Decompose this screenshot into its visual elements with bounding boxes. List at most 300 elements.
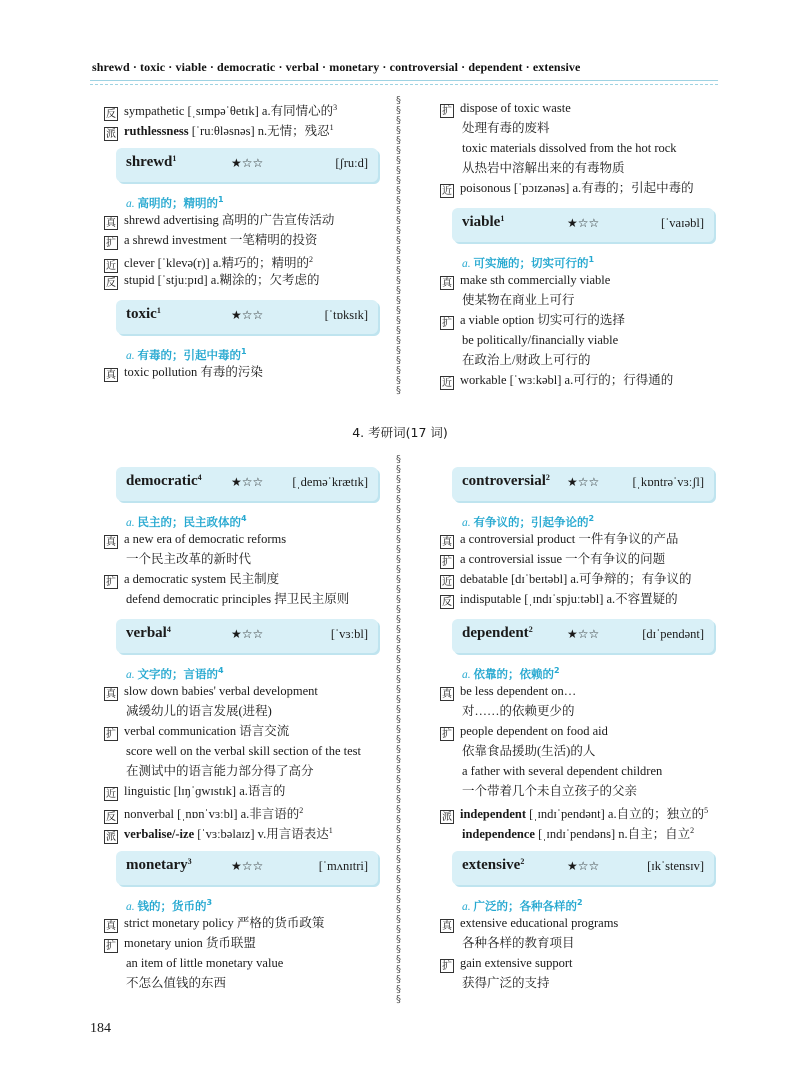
headword-text: extensive xyxy=(462,857,521,873)
headword xyxy=(126,857,192,874)
star-rating: ★☆☆ xyxy=(231,308,264,322)
entry-line xyxy=(104,701,389,721)
divider-wave: § xyxy=(396,984,401,995)
divider-wave: § xyxy=(396,974,401,985)
part-of-speech: a. xyxy=(462,669,474,681)
divider-wave: § xyxy=(396,824,401,835)
divider-wave: § xyxy=(396,205,401,216)
entry-line xyxy=(104,973,389,993)
divider-wave: § xyxy=(396,544,401,555)
headword-text: monetary xyxy=(126,857,188,873)
headword xyxy=(126,154,176,171)
divider-wave: § xyxy=(396,115,401,126)
phonetic: [ˈtɒksɪk] xyxy=(324,308,368,322)
entry-text: a father with several dependent children xyxy=(462,764,663,778)
entry-line xyxy=(440,801,725,821)
word-meaning xyxy=(104,661,389,681)
divider-wave: § xyxy=(396,844,401,855)
divider-wave: § xyxy=(396,684,401,695)
right-column-bottom xyxy=(440,457,725,993)
entry-text: poisonous [ˈpɔɪzənəs] a.有毒的；引起中毒的 xyxy=(460,181,694,195)
entry-text: a new era of democratic reforms xyxy=(124,532,287,546)
divider-wave: § xyxy=(396,235,401,246)
divider-wave: § xyxy=(396,464,401,475)
divider-wave: § xyxy=(396,125,401,136)
entry-text: clever [ˈklevə(r)] a.精巧的；精明的 xyxy=(124,256,309,270)
divider-wave: § xyxy=(396,634,401,645)
frequency-sup: 1 xyxy=(328,826,333,835)
entry-tag: 反 xyxy=(106,278,116,289)
entry-text: 使某物在商业上可行 xyxy=(462,293,575,307)
entry-text: 获得广泛的支持 xyxy=(462,976,550,990)
entry-tag: 真 xyxy=(106,370,116,381)
entry-tag: 真 xyxy=(106,689,116,700)
word-card xyxy=(116,467,378,501)
part-of-speech: a. xyxy=(126,350,138,362)
meaning-text: 高明的；精明的 xyxy=(137,196,218,210)
part-of-speech: a. xyxy=(462,901,474,913)
headword-frequency: 3 xyxy=(187,857,192,866)
derived-word: independence xyxy=(462,827,535,841)
left-column-top xyxy=(104,98,389,382)
meaning-frequency: 2 xyxy=(588,514,595,523)
divider-wave: § xyxy=(396,514,401,525)
headword-frequency: 1 xyxy=(172,154,177,163)
entry-tag: 反 xyxy=(106,109,116,120)
divider-wave: § xyxy=(396,864,401,875)
headword-frequency: 4 xyxy=(166,625,171,634)
headword xyxy=(462,214,504,231)
word-meaning xyxy=(440,509,725,529)
entry-tag: 真 xyxy=(106,537,116,548)
meaning-text: 依靠的；依赖的 xyxy=(473,667,554,681)
headword xyxy=(126,625,171,642)
entry-line xyxy=(440,138,725,158)
entry-line xyxy=(104,761,389,781)
entry-line xyxy=(440,973,725,993)
entry-line xyxy=(104,681,389,701)
divider-wave: § xyxy=(396,504,401,515)
entry-line xyxy=(104,801,389,821)
entry-tag: 扩 xyxy=(106,941,116,952)
entry-line xyxy=(440,290,725,310)
entry-text: a controversial product 一件有争议的产品 xyxy=(460,532,679,546)
right-column-top xyxy=(440,98,725,390)
divider-wave: § xyxy=(396,954,401,965)
entry-text: [ˌɪndɪˈpendənt] a.自立的；独立的 xyxy=(526,807,705,821)
entry-line xyxy=(440,350,725,370)
divider-wave: § xyxy=(396,814,401,825)
entry-line xyxy=(440,821,725,841)
frequency-sup: 5 xyxy=(704,806,709,815)
divider-wave: § xyxy=(396,484,401,495)
entry-line xyxy=(440,178,725,198)
entry-text: gain extensive support xyxy=(460,956,573,970)
entry-tag: 真 xyxy=(442,921,452,932)
word-meaning xyxy=(104,509,389,529)
divider-wave: § xyxy=(396,724,401,735)
divider-wave: § xyxy=(396,674,401,685)
entry-text: 对……的依赖更少的 xyxy=(462,704,575,718)
entry-text: 不怎么值钱的东西 xyxy=(126,976,227,990)
divider-wave: § xyxy=(396,225,401,236)
entry-text: workable [ˈwɜːkəbl] a.可行的；行得通的 xyxy=(460,373,674,387)
entry-line xyxy=(104,953,389,973)
entry-text: [ˈvɜːbəlaɪz] v.用言语表达 xyxy=(194,827,329,841)
divider-wave: § xyxy=(396,994,401,1005)
entry-line xyxy=(440,310,725,330)
meaning-frequency: 2 xyxy=(577,898,583,907)
headword-frequency: 4 xyxy=(197,473,202,482)
entry-tag: 派 xyxy=(106,129,116,140)
phonetic: [dɪˈpendənt] xyxy=(642,627,704,641)
entry-line xyxy=(440,781,725,801)
phonetic: [ˌdeməˈkrætɪk] xyxy=(292,475,368,489)
entry-line xyxy=(104,250,389,270)
headword-frequency: 2 xyxy=(520,857,525,866)
entry-line xyxy=(104,721,389,741)
entry-line xyxy=(104,98,389,118)
entry-line xyxy=(440,330,725,350)
entry-text: make sth commercially viable xyxy=(460,273,611,287)
entry-text: nonverbal [ˌnɒnˈvɜːbl] a.非言语的 xyxy=(124,807,300,821)
entry-line xyxy=(440,569,725,589)
word-card xyxy=(116,851,378,885)
entry-line xyxy=(104,549,389,569)
entry-line xyxy=(104,821,389,841)
divider-wave: § xyxy=(396,265,401,276)
entry-tag: 派 xyxy=(442,812,452,823)
word-meaning xyxy=(440,661,725,681)
entry-text: toxic pollution 有毒的污染 xyxy=(124,365,263,379)
headword xyxy=(462,857,524,874)
part-of-speech: a. xyxy=(126,198,138,210)
entry-line xyxy=(440,701,725,721)
divider-wave: § xyxy=(396,474,401,485)
meaning-text: 文字的；言语的 xyxy=(137,667,218,681)
entry-text: be politically/financially viable xyxy=(462,333,619,347)
phonetic: [ˈvɜːbl] xyxy=(330,627,368,641)
entry-line xyxy=(104,529,389,549)
headword-frequency: 1 xyxy=(500,214,505,223)
divider-wave: § xyxy=(396,764,401,775)
divider-wave: § xyxy=(396,195,401,206)
entry-tag: 真 xyxy=(442,278,452,289)
entry-text: extensive educational programs xyxy=(460,916,619,930)
headword xyxy=(126,473,202,490)
meaning-text: 可实施的；切实可行的 xyxy=(473,256,589,270)
entry-text: a democratic system 民主制度 xyxy=(124,572,280,586)
entry-text: indisputable [ˌɪndɪˈspjuːtəbl] a.不容置疑的 xyxy=(460,592,678,606)
divider-wave: § xyxy=(396,564,401,575)
entry-tag: 扩 xyxy=(106,729,116,740)
frequency-sup: 1 xyxy=(329,123,334,132)
entry-text: sympathetic [ˌsɪmpəˈθetɪk] a.有同情心的 xyxy=(124,104,334,118)
entry-text: 处理有毒的废料 xyxy=(462,121,550,135)
entry-tag: 扩 xyxy=(442,318,452,329)
headword-frequency: 1 xyxy=(156,306,161,315)
divider-wave: § xyxy=(396,904,401,915)
headword xyxy=(462,473,550,490)
phonetic: [ɪkˈstensɪv] xyxy=(647,859,704,873)
headword-text: verbal xyxy=(126,625,167,641)
derived-word: verbalise/-ize xyxy=(124,827,195,841)
entry-tag: 扩 xyxy=(442,106,452,117)
divider-wave: § xyxy=(396,554,401,565)
entry-text: 各种各样的教育项目 xyxy=(462,936,575,950)
divider-wave: § xyxy=(396,644,401,655)
entry-tag: 真 xyxy=(442,537,452,548)
entry-text: debatable [dɪˈbeɪtəbl] a.可争辩的；有争议的 xyxy=(460,572,692,586)
word-meaning xyxy=(104,190,389,210)
entry-tag: 近 xyxy=(442,378,452,389)
entry-text: verbal communication 语言交流 xyxy=(124,724,290,738)
entry-line xyxy=(440,98,725,118)
frequency-sup: 2 xyxy=(690,826,695,835)
entry-text: dispose of toxic waste xyxy=(460,101,571,115)
header-rule-dashed xyxy=(90,84,718,85)
divider-wave: § xyxy=(396,924,401,935)
divider-wave: § xyxy=(396,654,401,665)
entry-text: 减缓幼儿的语言发展(进程) xyxy=(126,704,272,718)
divider-wave: § xyxy=(396,614,401,625)
star-rating: ★☆☆ xyxy=(567,475,600,489)
word-card xyxy=(452,208,714,242)
divider-wave: § xyxy=(396,375,401,386)
divider-wave: § xyxy=(396,874,401,885)
divider-wave: § xyxy=(396,355,401,366)
phonetic: [ˌkɒntrəˈvɜːʃl] xyxy=(632,475,704,489)
divider-wave: § xyxy=(396,275,401,286)
headword-text: toxic xyxy=(126,306,157,322)
entry-tag: 扩 xyxy=(106,577,116,588)
entry-line xyxy=(440,549,725,569)
divider-wave: § xyxy=(396,584,401,595)
word-meaning xyxy=(440,250,725,270)
entry-text: people dependent on food aid xyxy=(460,724,608,738)
entry-text: a shrewd investment 一笔精明的投资 xyxy=(124,233,318,247)
entry-line xyxy=(440,529,725,549)
word-card xyxy=(116,148,378,182)
entry-text: toxic materials dissolved from the hot rock xyxy=(462,141,677,155)
divider-wave: § xyxy=(396,694,401,705)
entry-line xyxy=(104,362,389,382)
phonetic: [ˈvaɪəbl] xyxy=(660,216,704,230)
headword-text: dependent xyxy=(462,625,529,641)
divider-wave: § xyxy=(396,165,401,176)
entry-text: defend democratic principles 捍卫民主原则 xyxy=(126,592,350,606)
divider-wave: § xyxy=(396,105,401,116)
divider-wave: § xyxy=(396,455,401,465)
headword-text: controversial xyxy=(462,473,546,489)
entry-text: be less dependent on… xyxy=(460,684,577,698)
meaning-frequency: 1 xyxy=(241,347,247,356)
star-rating: ★☆☆ xyxy=(567,859,600,873)
divider-wave: § xyxy=(396,345,401,356)
word-meaning xyxy=(440,893,725,913)
divider-wave: § xyxy=(396,854,401,865)
divider-wave: § xyxy=(396,664,401,675)
meaning-text: 有毒的；引起中毒的 xyxy=(137,348,241,362)
star-rating: ★☆☆ xyxy=(231,859,264,873)
entry-text: stupid [ˈstjuːpɪd] a.糊涂的；欠考虑的 xyxy=(124,273,320,287)
star-rating: ★☆☆ xyxy=(567,627,600,641)
phonetic: [ˈmʌnɪtri] xyxy=(318,859,368,873)
entry-line xyxy=(104,913,389,933)
entry-line xyxy=(104,210,389,230)
entry-text: linguistic [lɪŋˈɡwɪstɪk] a.语言的 xyxy=(124,784,286,798)
divider-wave: § xyxy=(396,255,401,266)
meaning-text: 民主的；民主政体的 xyxy=(137,515,241,529)
divider-wave: § xyxy=(396,714,401,725)
divider-wave: § xyxy=(396,534,401,545)
word-card xyxy=(452,467,714,501)
part-of-speech: a. xyxy=(462,258,474,270)
divider-wave: § xyxy=(396,804,401,815)
word-card xyxy=(452,851,714,885)
entry-text: slow down babies' verbal development xyxy=(124,684,318,698)
divider-wave: § xyxy=(396,894,401,905)
entry-tag: 近 xyxy=(106,261,116,272)
divider-wave: § xyxy=(396,335,401,346)
divider-wave: § xyxy=(396,604,401,615)
divider-wave: § xyxy=(396,325,401,336)
meaning-text: 有争议的；引起争论的 xyxy=(473,515,589,529)
divider-wave: § xyxy=(396,385,401,396)
entry-line xyxy=(440,589,725,609)
divider-wave: § xyxy=(396,884,401,895)
derived-word: ruthlessness xyxy=(124,124,189,138)
divider-wave: § xyxy=(396,944,401,955)
entry-line xyxy=(104,230,389,250)
divider-wave: § xyxy=(396,704,401,715)
divider-wave: § xyxy=(396,594,401,605)
entry-line xyxy=(104,270,389,290)
word-card xyxy=(116,300,378,334)
entry-text: 从热岩中溶解出来的有毒物质 xyxy=(462,161,625,175)
word-meaning xyxy=(104,893,389,913)
divider-wave: § xyxy=(396,774,401,785)
divider-wave: § xyxy=(396,754,401,765)
entry-line xyxy=(440,370,725,390)
divider-wave: § xyxy=(396,305,401,316)
entry-line xyxy=(440,158,725,178)
entry-line xyxy=(104,781,389,801)
divider-wave: § xyxy=(396,744,401,755)
meaning-frequency: 1 xyxy=(588,255,595,264)
entry-text: shrewd advertising 高明的广告宣传活动 xyxy=(124,213,335,227)
meaning-text: 钱的；货币的 xyxy=(137,899,207,913)
entry-text: 在测试中的语言能力部分得了高分 xyxy=(126,764,314,778)
entry-text: 依靠食品援助(生活)的人 xyxy=(462,744,596,758)
column-divider-bottom xyxy=(396,455,404,1010)
entry-line xyxy=(440,761,725,781)
divider-wave: § xyxy=(396,914,401,925)
entry-tag: 扩 xyxy=(106,238,116,249)
divider-wave: § xyxy=(396,934,401,945)
entry-tag: 近 xyxy=(442,186,452,197)
entry-tag: 真 xyxy=(442,689,452,700)
star-rating: ★☆☆ xyxy=(231,156,264,170)
entry-line xyxy=(440,913,725,933)
entry-tag: 真 xyxy=(106,921,116,932)
page-header-title: shrewd · toxic · viable · democratic · verbal · monetary · controversial · dependent · extensive xyxy=(92,60,581,74)
divider-wave: § xyxy=(396,365,401,376)
entry-line xyxy=(440,721,725,741)
divider-wave: § xyxy=(396,624,401,635)
entry-line xyxy=(104,933,389,953)
column-divider-top xyxy=(396,96,404,396)
part-of-speech: a. xyxy=(126,517,138,529)
entry-text: [ˈruːθləsnəs] n.无情；残忍 xyxy=(188,124,330,138)
headword-frequency: 2 xyxy=(528,625,533,634)
entry-line xyxy=(440,118,725,138)
entry-line xyxy=(104,118,389,138)
word-card xyxy=(452,619,714,653)
entry-tag: 反 xyxy=(442,597,452,608)
section-title: 4. 考研词(17 词) xyxy=(352,425,448,440)
divider-wave: § xyxy=(396,135,401,146)
entry-text: 在政治上/财政上可行的 xyxy=(462,353,591,367)
entry-text: an item of little monetary value xyxy=(126,956,284,970)
entry-tag: 扩 xyxy=(442,729,452,740)
entry-tag: 近 xyxy=(106,789,116,800)
word-card xyxy=(116,619,378,653)
entry-text: monetary union 货币联盟 xyxy=(124,936,256,950)
entry-line xyxy=(440,953,725,973)
divider-wave: § xyxy=(396,494,401,505)
derived-word: independent xyxy=(460,807,526,821)
star-rating: ★☆☆ xyxy=(567,216,600,230)
entry-text: strict monetary policy 严格的货币政策 xyxy=(124,916,325,930)
headword xyxy=(462,625,533,642)
entry-tag: 扩 xyxy=(442,557,452,568)
star-rating: ★☆☆ xyxy=(231,475,264,489)
divider-wave: § xyxy=(396,285,401,296)
entry-text: score well on the verbal skill section of the test xyxy=(126,744,362,758)
entry-text: a viable option 切实可行的选择 xyxy=(460,313,625,327)
entry-tag: 派 xyxy=(106,832,116,843)
entry-text: 一个民主改革的新时代 xyxy=(126,552,252,566)
headword-text: democratic xyxy=(126,473,198,489)
entry-line xyxy=(440,270,725,290)
headword-frequency: 2 xyxy=(545,473,550,482)
divider-wave: § xyxy=(396,524,401,535)
left-column-bottom xyxy=(104,457,389,993)
divider-wave: § xyxy=(396,145,401,156)
divider-wave: § xyxy=(396,964,401,975)
meaning-frequency: 4 xyxy=(218,666,224,675)
meaning-frequency: 4 xyxy=(241,514,247,523)
divider-wave: § xyxy=(396,185,401,196)
divider-wave: § xyxy=(396,574,401,585)
divider-wave: § xyxy=(396,315,401,326)
entry-tag: 反 xyxy=(106,812,116,823)
entry-tag: 扩 xyxy=(442,961,452,972)
entry-line xyxy=(440,681,725,701)
frequency-sup: 2 xyxy=(299,806,304,815)
phonetic: [ʃruːd] xyxy=(335,156,368,170)
divider-wave: § xyxy=(396,734,401,745)
entry-text: a controversial issue 一个有争议的问题 xyxy=(460,552,666,566)
meaning-frequency: 3 xyxy=(206,898,213,907)
divider-wave: § xyxy=(396,784,401,795)
divider-wave: § xyxy=(396,155,401,166)
page-number: 184 xyxy=(90,1021,111,1036)
divider-wave: § xyxy=(396,794,401,805)
divider-wave: § xyxy=(396,295,401,306)
entry-tag: 近 xyxy=(442,577,452,588)
